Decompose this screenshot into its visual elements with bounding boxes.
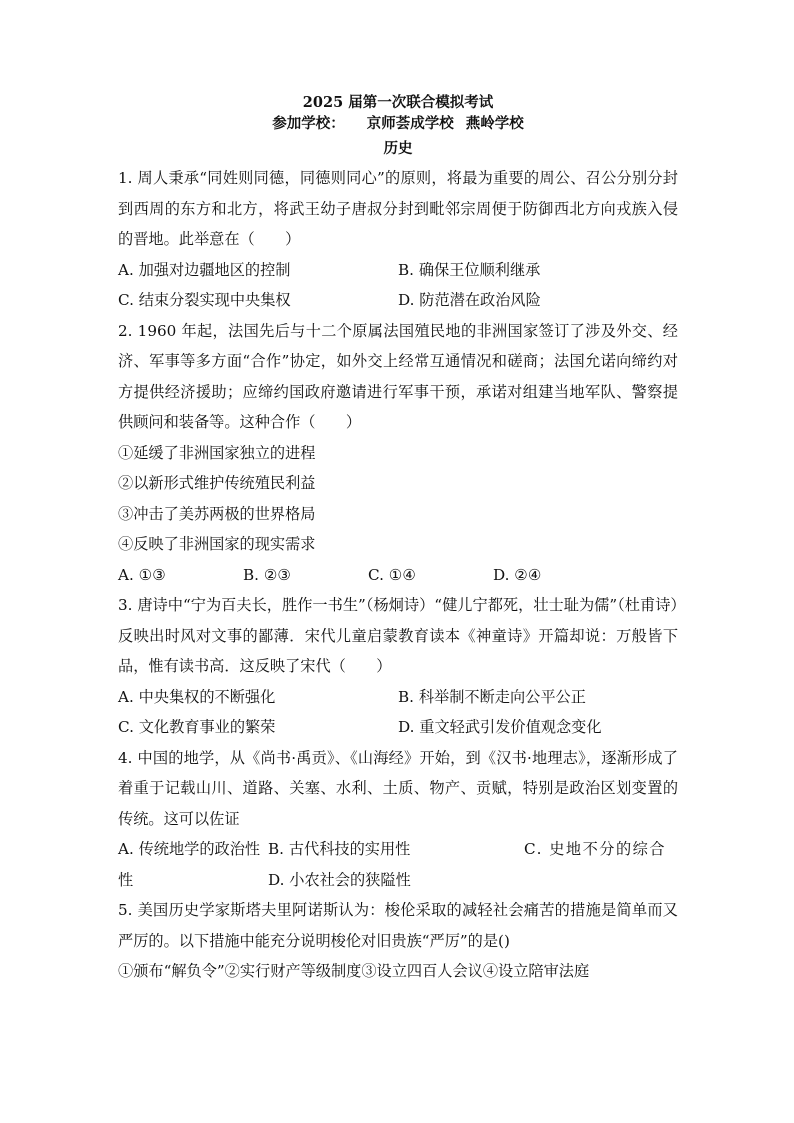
option-c[interactable]: C. 史地不分的综合 xyxy=(524,840,667,858)
statement-item: ③冲击了美苏两极的世界格局 xyxy=(118,504,316,523)
option-a[interactable]: A. 中央集权的不断强化 xyxy=(118,687,276,706)
question-stem: 2. 1960 年起，法国先后与十二个原属法国殖民地的非洲国家签订了涉及外交、经济、军事等多方面“合作”协定，如外交上经常互通情况和磋商；法国允诺向缔约对方提供经济援助；应缔约国政府邀请进行军事干预，承诺对组建当地军队、警察提供顾问和装备等。这种合作（ ） xyxy=(118,321,678,431)
option-c[interactable]: C. 结束分裂实现中央集权 xyxy=(118,291,291,309)
question-stem: 3. 唐诗中“宁为百夫长，胜作一书生”（杨炯诗）“健儿宁都死，壮士耻为儒”（杜甫诗）反映出时风对文事的鄙薄．宋代儿童启蒙教育读本《神童诗》开篇却说：万般皆下品，惟有读书高．这反映了宋代（ ） xyxy=(118,596,678,675)
statement-items-line: ①颁布“解负令”②实行财产等级制度③设立四百人会议④设立陪审法庭 xyxy=(118,962,590,980)
school-name-2: 燕岭学校 xyxy=(465,115,524,132)
option-row xyxy=(118,255,678,286)
option-block xyxy=(118,834,678,895)
subject-title: 历史 xyxy=(383,140,413,157)
exam-header xyxy=(118,92,678,159)
school-name-1: 京师荟成学校 xyxy=(366,115,454,132)
question-list xyxy=(118,163,678,987)
option-a[interactable]: A. 加强对边疆地区的控制 xyxy=(118,260,291,279)
exam-page xyxy=(118,92,678,987)
option-d[interactable]: D. ②④ xyxy=(493,565,542,584)
question-2 xyxy=(118,316,678,591)
option-row xyxy=(118,285,678,316)
option-d[interactable]: D. 小农社会的狭隘性 xyxy=(268,870,411,889)
option-row xyxy=(118,560,678,591)
statement-item: ②以新形式维护传统殖民利益 xyxy=(118,474,316,492)
option-b[interactable]: B. 古代科技的实用性 xyxy=(268,840,411,858)
question-stem: 1. 周人秉承“同姓则同德，同德则同心”的原则，将最为重要的周公、召公分别分封到西周的东方和北方，将武王幼子唐叔分封到毗邻宗周便于防御西北方向戎族入侵的晋地。此举意在（ ） xyxy=(118,169,678,248)
question-4 xyxy=(118,743,678,896)
schools-label: 参加学校： xyxy=(272,115,345,132)
option-c[interactable]: C. ①④ xyxy=(368,565,416,584)
option-d[interactable]: D. 重文轻武引发价值观念变化 xyxy=(398,718,602,736)
option-row xyxy=(118,682,678,713)
option-d[interactable]: D. 防范潜在政治风险 xyxy=(398,291,541,309)
question-stem: 4. 中国的地学，从《尚书·禹贡》、《山海经》开始，到《汉书·地理志》，逐渐形成了着重于记载山川、道路、关塞、水利、土质、物产、贡赋，特别是政治区划变置的传统。这可以佐证 xyxy=(118,748,678,828)
option-b[interactable]: B. 科举制不断走向公平公正 xyxy=(398,687,586,706)
question-1 xyxy=(118,163,678,316)
option-c-wrap[interactable]: 性 xyxy=(118,870,134,889)
option-c[interactable]: C. 文化教育事业的繁荣 xyxy=(118,718,276,736)
participating-schools xyxy=(118,113,678,134)
option-a[interactable]: A. 传统地学的政治性 xyxy=(118,840,261,858)
option-b[interactable]: B. 确保王位顺利继承 xyxy=(398,260,541,279)
question-stem: 5. 美国历史学家斯塔夫里阿诺斯认为：梭伦采取的减轻社会痛苦的措施是简单而又严厉的。以下措施中能充分说明梭伦对旧贵族“严厉”的是() xyxy=(118,901,678,950)
question-5 xyxy=(118,895,678,987)
option-a[interactable]: A. ①③ xyxy=(118,565,166,584)
option-row xyxy=(118,712,678,743)
exam-title: 2025 届第一次联合模拟考试 xyxy=(302,94,494,111)
statement-item: ①延缓了非洲国家独立的进程 xyxy=(118,443,316,462)
statement-item: ④反映了非洲国家的现实需求 xyxy=(118,535,316,553)
question-3 xyxy=(118,590,678,743)
option-b[interactable]: B. ②③ xyxy=(243,565,292,584)
